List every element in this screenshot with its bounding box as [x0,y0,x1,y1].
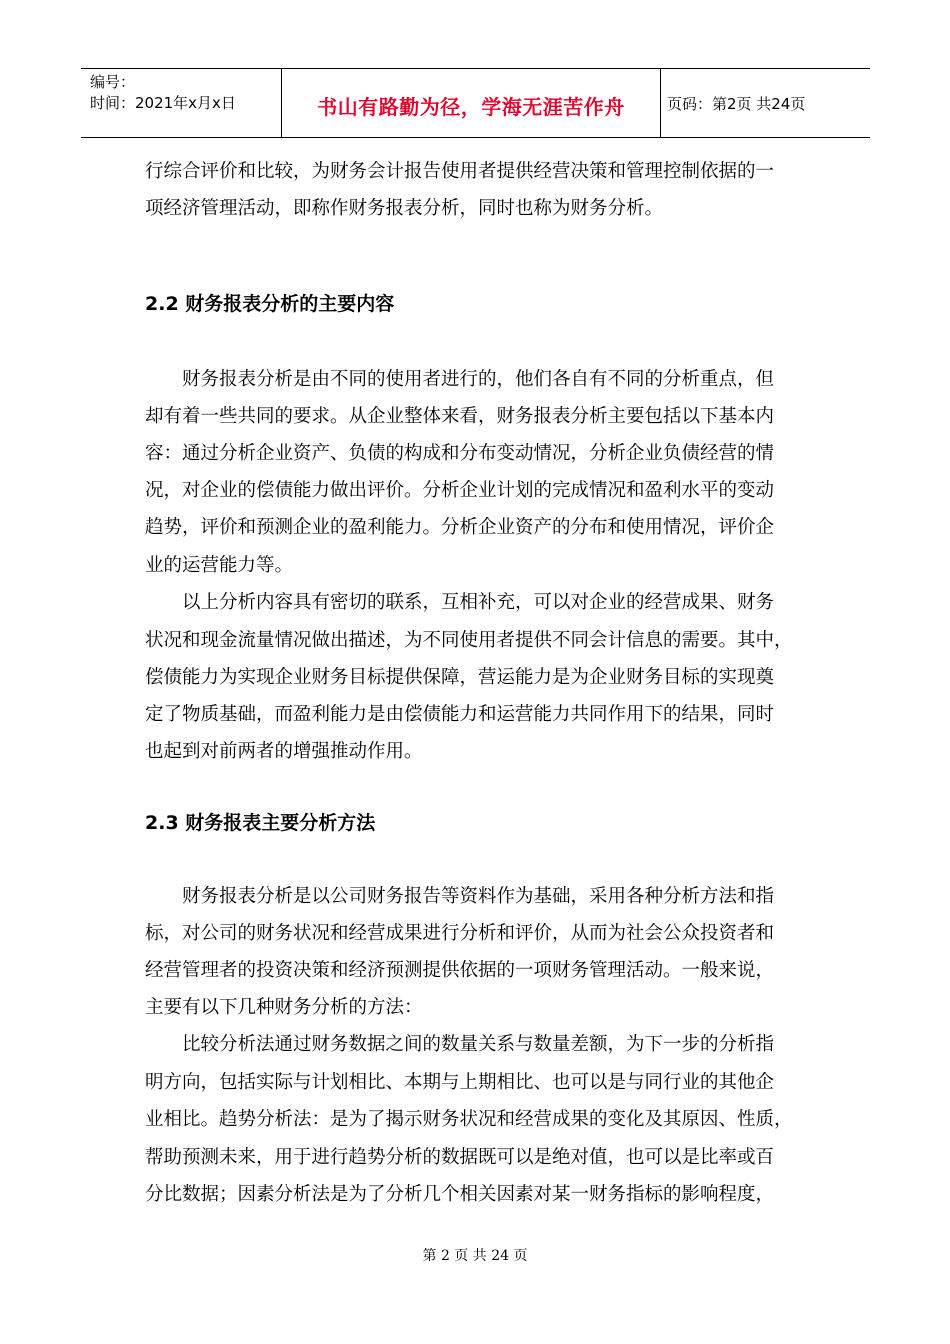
text-line: 定了物质基础，而盈利能力是由偿债能力和运营能力共同作用下的结果，同时 [145,704,775,725]
document-time-label: 时间：2021年x月x日 [90,94,236,112]
text-line: 状况和现金流量情况做出描述，为不同使用者提供不同会计信息的需要。其中， [145,630,793,651]
text-line: 标，对公司的财务状况和经营成果进行分析和评价，从而为社会公众投资者和 [145,923,775,944]
header-page-cell [661,69,870,137]
text-line: 却有着一些共同的要求。从企业整体来看，财务报表分析主要包括以下基本内 [145,406,775,427]
text-line: 财务报表分析是由不同的使用者进行的，他们各自有不同的分析重点，但 [145,369,775,390]
text-line: 行综合评价和比较，为财务会计报告使用者提供经营决策和管理控制依据的一 [145,161,775,182]
text-line: 项经济管理活动，即称作财务报表分析，同时也称为财务分析。 [145,198,664,219]
text-line: 比较分析法通过财务数据之间的数量关系与数量差额，为下一步的分析指 [145,1034,775,1055]
text-line: 也起到对前两者的增强推动作用。 [145,741,423,762]
text-line: 以上分析内容具有密切的联系，互相补充，可以对企业的经营成果、财务 [145,592,775,613]
text-line: 偿债能力为实现企业财务目标提供保障，营运能力是为企业财务目标的实现奠 [145,667,775,688]
text-line: 明方向，包括实际与计划相比、本期与上期相比、也可以是与同行业的其他企 [145,1072,775,1093]
text-line: 财务报表分析是以公司财务报告等资料作为基础，采用各种分析方法和指 [145,886,775,907]
document-number-label: 编号： [90,73,136,91]
text-line: 容：通过分析企业资产、负债的构成和分布变动情况，分析企业负债经营的情 [145,443,775,464]
text-line: 经营管理者的投资决策和经济预测提供依据的一项财务管理活动。一般来说， [145,960,775,981]
text-line: 况，对企业的偿债能力做出评价。分析企业计划的完成情况和盈利水平的变动 [145,480,775,501]
section-heading-2-2: 2.2 财务报表分析的主要内容 [145,293,395,315]
text-line: 业的运营能力等。 [145,555,294,576]
text-line: 主要有以下几种财务分析的方法： [145,997,423,1018]
header-meta-cell [81,69,282,137]
header-motto: 书山有路勤为径，学海无涯苦作舟 [317,95,625,119]
text-line: 分比数据；因素分析法是为了分析几个相关因素对某一财务指标的影响程度， [145,1184,775,1205]
page-footer: 第 2 页 共 24 页 [422,1248,528,1264]
page-header-table [81,68,870,138]
text-line: 业相比。趋势分析法：是为了揭示财务状况和经营成果的变化及其原因、性质， [145,1109,793,1130]
section-heading-2-3: 2.3 财务报表主要分析方法 [145,812,376,834]
text-line: 帮助预测未来，用于进行趋势分析的数据既可以是绝对值，也可以是比率或百 [145,1147,775,1168]
header-motto-cell [282,69,661,137]
header-page-number: 页码：第2页 共24页 [667,95,806,113]
text-line: 趋势，评价和预测企业的盈利能力。分析企业资产的分布和使用情况，评价企 [145,517,775,538]
